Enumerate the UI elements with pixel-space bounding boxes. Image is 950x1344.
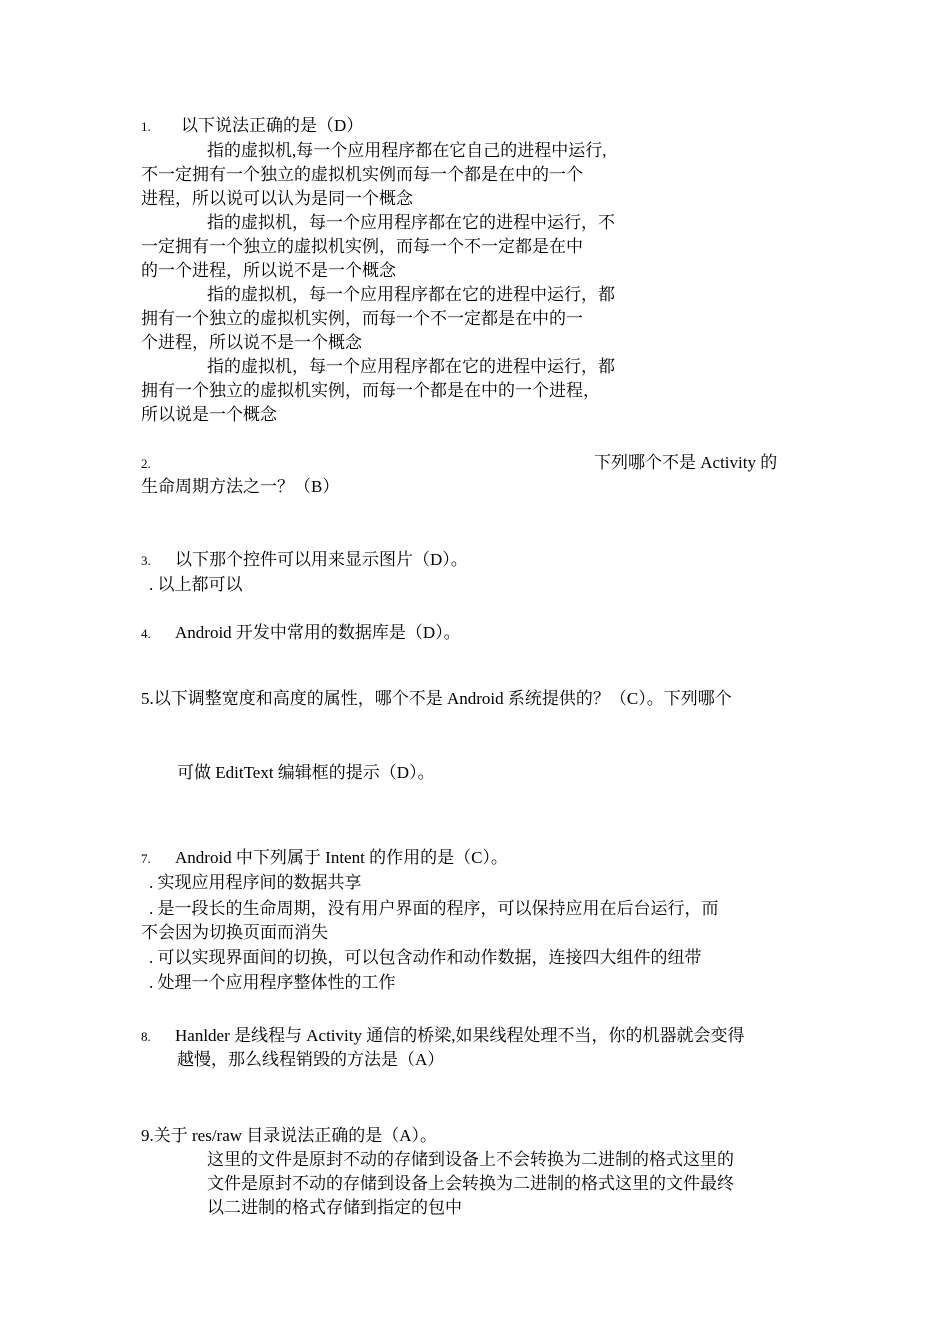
q1-option-c-line3: 个进程，所以说不是一个概念 [141,333,362,352]
q1-option-c-line2: 拥有一个独立的虚拟机实例，而每一个不一定都是在中的一 [141,309,583,328]
q1-option-d-line3: 所以说是一个概念 [141,405,277,424]
q2-stem-line2: 生命周期方法之一？（B） [141,477,340,496]
q4-stem: Android 开发中常用的数据库是（D）。 [175,623,461,642]
q1-option-a-line2: 不一定拥有一个独立的虚拟机实例而每一个都是在中的一个 [141,165,583,184]
q7-option-3: . 可以实现界面间的切换，可以包含动作和动作数据，连接四大组件的纽带 [149,948,702,967]
q1-option-a-line1: 指的虚拟机,每一个应用程序都在它自己的进程中运行, [207,141,607,160]
q1-number: 1. [141,119,151,134]
q1-stem: 以下说法正确的是（D） [181,116,364,135]
q3-stem: 以下那个控件可以用来显示图片（D）。 [175,550,468,569]
q3-option: . 以上都可以 [149,575,243,594]
q1-option-c-line1: 指的虚拟机，每一个应用程序都在它的进程中运行，都 [207,285,615,304]
q1-option-b-line3: 的一个进程，所以说不是一个概念 [141,261,396,280]
q7-option-1: . 实现应用程序间的数据共享 [149,873,362,892]
q9-option-line1: 这里的文件是原封不动的存储到设备上不会转换为二进制的格式这里的 [207,1150,734,1169]
q5-stem: 5.以下调整宽度和高度的属性，哪个不是 Android 系统提供的？（C）。下列哪个 [141,689,732,708]
q4-number: 4. [141,626,151,641]
q7-option-4: . 处理一个应用程序整体性的工作 [149,973,396,992]
q1-option-d-line2: 拥有一个独立的虚拟机实例，而每一个都是在中的一个进程， [141,381,600,400]
q6-stem: 可做 EditText 编辑框的提示（D）。 [177,763,435,782]
q8-number: 8. [141,1029,151,1044]
q2-number: 2. [141,456,151,471]
q2-stem-line1: 下列哪个不是 Activity 的 [594,453,778,472]
q1-option-b-line1: 指的虚拟机，每一个应用程序都在它的进程中运行，不 [207,213,615,232]
q7-number: 7. [141,851,151,866]
q3-number: 3. [141,553,151,568]
q1-option-b-line2: 一定拥有一个独立的虚拟机实例，而每一个不一定都是在中 [141,237,583,256]
q1-option-a-line3: 进程，所以说可以认为是同一个概念 [141,189,413,208]
q7-option-2-line1: . 是一段长的生命周期，没有用户界面的程序，可以保持应用在后台运行，而 [149,899,719,918]
q1-option-d-line1: 指的虚拟机，每一个应用程序都在它的进程中运行，都 [207,357,615,376]
q8-stem-line2: 越慢，那么线程销毁的方法是（A） [177,1050,445,1069]
q9-option-line2: 文件是原封不动的存储到设备上会转换为二进制的格式这里的文件最终 [207,1174,734,1193]
q7-option-2-line2: 不会因为切换页面而消失 [141,923,328,942]
q9-stem: 9.关于 res/raw 目录说法正确的是（A）。 [141,1126,438,1145]
q8-stem-line1: Hanlder 是线程与 Activity 通信的桥梁,如果线程处理不当，你的机器就会变得 [175,1026,745,1045]
q9-option-line3: 以二进制的格式存储到指定的包中 [207,1198,462,1217]
q7-stem: Android 中下列属于 Intent 的作用的是（C）。 [175,848,508,867]
